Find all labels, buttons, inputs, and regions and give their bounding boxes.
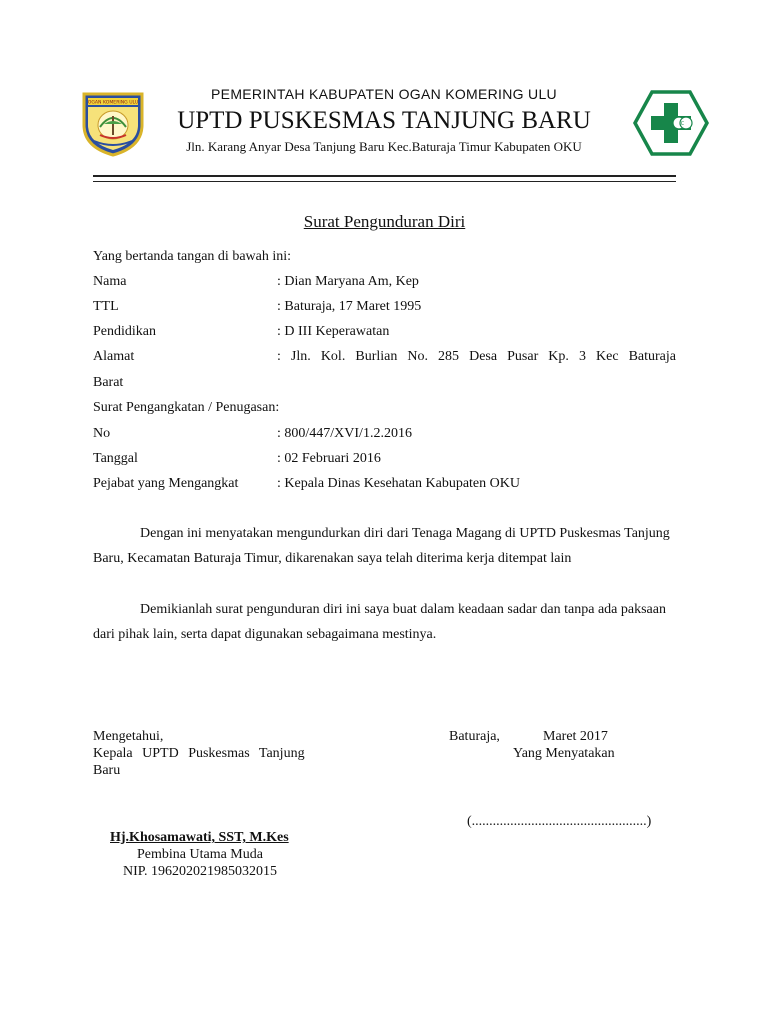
field-value-alamat-cont: Barat [93,375,124,390]
field-value-tanggal: : 02 Februari 2016 [277,451,381,466]
body-paragraph-2: Demikianlah surat pengunduran diri ini saya buat dalam keadaan sadar dan tanpa ada paksaan dari pihak lain, serta dapat digunakan sebagaimana mestinya. [93,602,666,642]
signing-place: Baturaja, [449,729,500,744]
field-value-pendidikan: : D III Keperawatan [277,324,390,339]
emblem-caption: OGAN KOMERING ULU [87,100,139,106]
field-value-ttl: : Baturaja, 17 Maret 1995 [277,299,422,314]
field-value-alamat: : Jln. Kol. Burlian No. 285 Desa Pusar Kp. 3 Kec Baturaja [277,349,676,364]
field-value-pejabat: : Kepala Dinas Kesehatan Kabupaten OKU [277,476,520,491]
puskesmas-logo-icon [633,90,709,156]
field-label-nama: Nama [93,274,127,289]
letterhead-divider-thick [93,175,676,177]
acknowledger-nip: NIP. 196202021985032015 [123,864,278,879]
signing-date: Maret 2017 [543,729,608,744]
field-label-ttl: TTL [93,299,119,314]
acknowledger-position-cont: Baru [93,763,121,778]
declarant-signature-line: (..................................................) [467,814,652,829]
field-label-alamat: Alamat [93,349,135,364]
acknowledger-name: Hj.Khosamawati, SST, M.Kes [110,830,289,845]
field-value-no: : 800/447/XVI/1.2.2016 [277,426,412,441]
body-paragraph-1: Dengan ini menyatakan mengundurkan diri dari Tenaga Magang di UPTD Puskesmas Tanjung Baru, Kecamatan Baturaja Timur, dikarenakan saya telah diterima kerja ditempat lain [93,526,670,566]
svg-text:C: C [680,121,685,127]
acknowledger-rank: Pembina Utama Muda [137,847,263,862]
field-label-pejabat: Pejabat yang Mengangkat [93,476,239,491]
institution-name: UPTD PUSKESMAS TANJUNG BARU [177,107,591,134]
acknowledged-label: Mengetahui, [93,729,164,744]
letterhead-divider-thin [93,181,676,182]
field-label-no: No [93,426,111,441]
appointment-heading: Surat Pengangkatan / Penugasan: [93,400,280,415]
intro-text: Yang bertanda tangan di bawah ini: [93,249,292,264]
institution-address: Jln. Karang Anyar Desa Tanjung Baru Kec.Baturaja Timur Kabupaten OKU [186,139,582,154]
field-label-pendidikan: Pendidikan [93,324,156,339]
government-name: PEMERINTAH KABUPATEN OGAN KOMERING ULU [211,86,557,102]
letter-title: Surat Pengunduran Diri [303,212,466,231]
field-value-nama: : Dian Maryana Am, Kep [277,274,419,289]
field-label-tanggal: Tanggal [93,451,138,466]
acknowledger-position: Kepala UPTD Puskesmas Tanjung [93,746,305,761]
declarant-role: Yang Menyatakan [513,746,615,761]
